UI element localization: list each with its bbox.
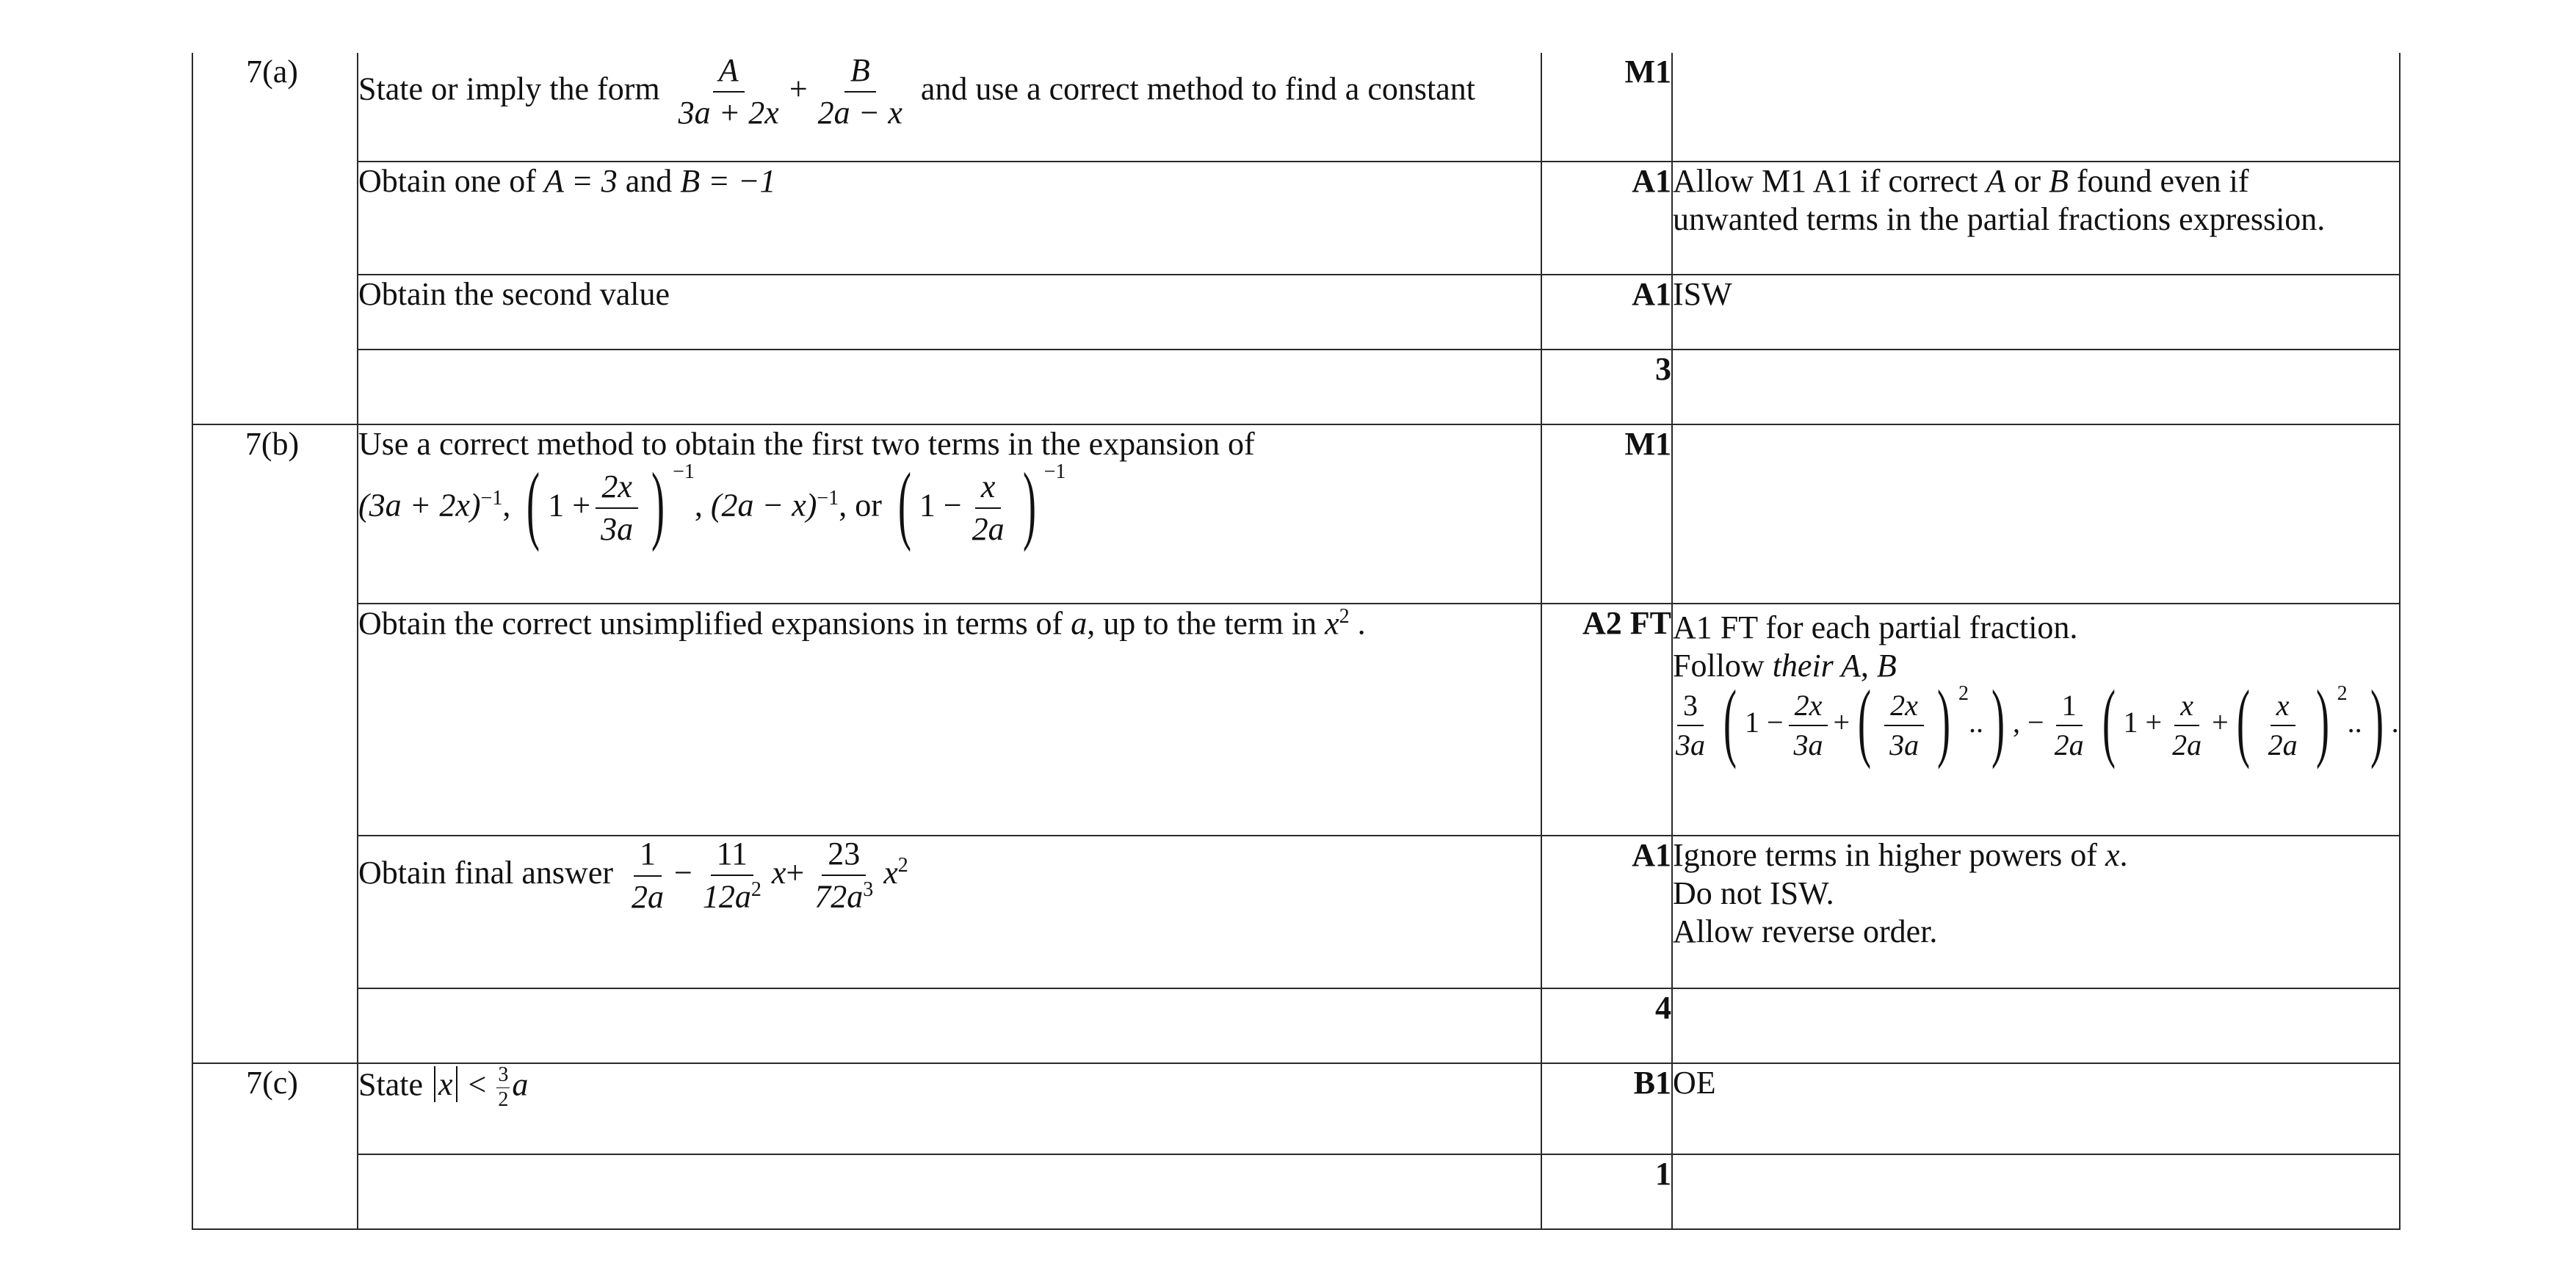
- guidance-cell: Allow M1 A1 if correct A or B found even if unwanted terms in the partial fractions expression.: [1672, 162, 2400, 275]
- guidance-cell: [1672, 988, 2400, 1063]
- mark-cell: M1: [1541, 53, 1672, 162]
- mark-scheme-table: [192, 53, 2400, 1230]
- guidance-cell: [1672, 1154, 2400, 1229]
- fraction: $\frac{x}{2a}$: [972, 468, 1005, 548]
- guidance-cell: [1672, 424, 2400, 604]
- guidance-cell: OE: [1672, 1063, 2400, 1154]
- mark-cell: M1: [1541, 424, 1672, 604]
- fraction: $\frac{2x}{3a}$: [595, 469, 639, 548]
- fraction: $\frac{23}{72a^3}$: [814, 836, 874, 916]
- mark-cell: A1: [1541, 162, 1672, 275]
- answer-cell: Obtain one of A = 3 and B = −1: [358, 162, 1541, 275]
- answer-cell: [358, 988, 1541, 1063]
- answer-cell: State or imply the form $\frac{A}{3a + 2x}$ + $\frac{B}{2a - x}$ and use a correct method to find a constant: [358, 53, 1541, 162]
- fraction: $\frac{x}{2a}$: [2268, 688, 2298, 761]
- table-row: [192, 275, 2400, 350]
- fraction: $\frac{3}{2}$: [498, 1063, 509, 1111]
- fraction: $\frac{x}{2a}$: [2172, 688, 2202, 761]
- question-number: 7(c): [192, 1063, 358, 1229]
- guidance-cell: A1 FT for each partial fraction. Follow their A, B $\frac{3}{3a}$ ( 1 − $\frac{2x}{3a}$ +( $\frac{2x}{3a}$ ) $^2$..) , − $\frac{1}{2a}$ ( 1 + $\frac{x}{2a}$ +( $\frac{x}{2a}$ ) $^2$..) .: [1672, 604, 2400, 836]
- fraction: $\frac{11}{12a^2}$: [702, 836, 761, 916]
- mark-total: 4: [1541, 988, 1672, 1063]
- answer-cell: [358, 350, 1541, 424]
- fraction: $\frac{1}{2a}$: [2054, 688, 2084, 761]
- guidance-cell: ISW: [1672, 275, 2400, 350]
- answer-cell: Obtain the second value: [358, 275, 1541, 350]
- table-row: [192, 1154, 2400, 1229]
- fraction: $\frac{B}{2a - x}$: [817, 52, 902, 131]
- fraction: $\frac{2x}{3a}$: [1788, 689, 1829, 761]
- answer-cell: Obtain the correct unsimplified expansions in terms of a, up to the term in $x^2$ .: [358, 604, 1541, 836]
- table-row: [192, 162, 2400, 275]
- table-row: [192, 604, 2400, 836]
- question-number: 7(b): [192, 424, 358, 1063]
- table-row: [192, 350, 2400, 424]
- table-row: [192, 424, 2400, 604]
- mark-cell: A2 FT: [1541, 604, 1672, 836]
- question-number: 7(a): [192, 53, 358, 424]
- table-row: [192, 53, 2400, 162]
- fraction: $\frac{A}{3a + 2x}$: [678, 52, 779, 131]
- table-row: [192, 836, 2400, 988]
- mark-cell: A1: [1541, 275, 1672, 350]
- table-row: [192, 1063, 2400, 1154]
- mark-total: 3: [1541, 350, 1672, 424]
- guidance-cell: Ignore terms in higher powers of x. Do not ISW. Allow reverse order.: [1672, 836, 2400, 988]
- fraction: $\frac{2x}{3a}$: [1884, 689, 1925, 761]
- table-row: [192, 988, 2400, 1063]
- fraction: $\frac{3}{3a}$: [1676, 688, 1705, 761]
- answer-cell: State x < $\frac{3}{2}$ a: [358, 1063, 1541, 1154]
- guidance-cell: [1672, 53, 2400, 162]
- answer-cell: [358, 1154, 1541, 1229]
- mark-cell: A1: [1541, 836, 1672, 988]
- answer-cell: Obtain final answer $\frac{1}{2a}$ − $\frac{11}{12a^2}$ x+ $\frac{23}{72a^3}$ $x^2$: [358, 836, 1541, 988]
- answer-cell: Use a correct method to obtain the first two terms in the expansion of $(3a + 2x)^{-1}$, ( 1 + $\frac{2x}{3a}$ ) $^{-1}$, $(2a - x)^{-1}$, or ( 1 − $\frac{x}{2a}$ ) $^{-1}$: [358, 424, 1541, 604]
- mark-cell: B1: [1541, 1063, 1672, 1154]
- mark-total: 1: [1541, 1154, 1672, 1229]
- guidance-cell: [1672, 350, 2400, 424]
- fraction: $\frac{1}{2a}$: [632, 836, 664, 915]
